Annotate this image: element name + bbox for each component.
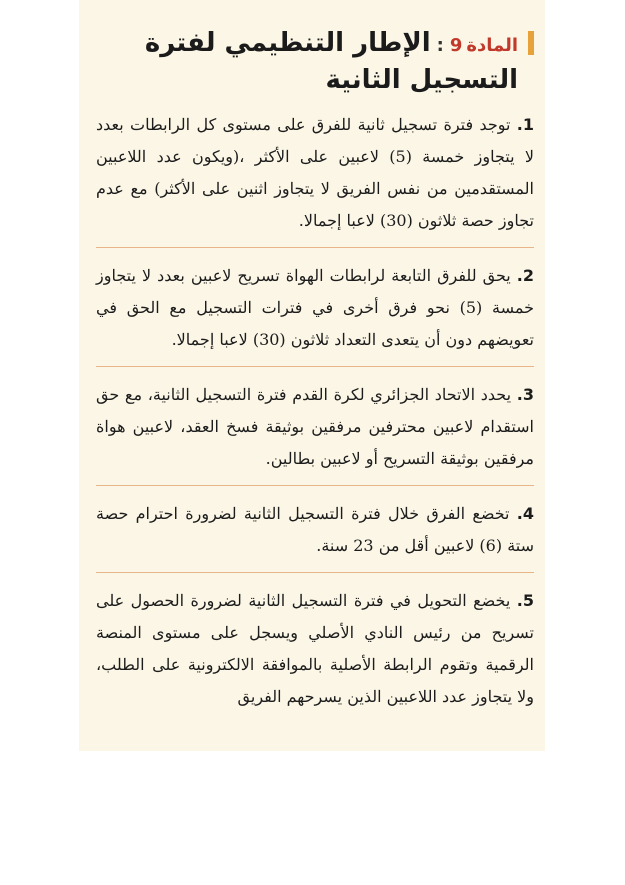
article-item (96, 498, 534, 573)
article-label: المادة (466, 35, 518, 56)
item-text: تخضع الفرق خلال فترة التسجيل الثانية لضرورة احترام حصة ستة (6) لاعبين أقل من 23 سنة. (96, 504, 534, 555)
article-item (96, 379, 534, 486)
item-text: توجد فترة تسجيل ثانية للفرق على مستوى كل الرابطات بعدد لا يتجاوز خمسة (5) لاعبين على الأكثر ،(ويكون عدد اللاعبين المستقدمين من نفس الفريق لا يتجاوز اثنين على الأكثر) مع عدم تجاوز حصة ثلاثون (30) لاعبا إجمالا. (96, 115, 535, 230)
item-text: يخضع التحويل في فترة التسجيل الثانية لضرورة الحصول على تسريح من رئيس النادي الأصلي ويسجل على مستوى المنصة الرقمية وتقوم الرابطة الأصلية بالموافقة الالكترونية على الطلب، ولا يتجاوز عدد اللاعبين الذين يسرحهم الفريق (96, 591, 534, 706)
article-number: 9 (449, 35, 463, 56)
article-item (96, 109, 534, 248)
article-item (96, 585, 534, 723)
article-title: الإطار التنظيمي لفترة التسجيل الثانية (144, 28, 518, 95)
accent-bar (528, 31, 534, 55)
item-number: 3. (516, 385, 534, 404)
item-number: 1. (516, 115, 534, 134)
article-item (96, 260, 534, 367)
article-heading (96, 26, 534, 97)
item-text: يحق للفرق التابعة لرابطات الهواة تسريح لاعبين بعدد لا يتجاوز خمسة (5) نحو فرق أخرى في فترات التسجيل مع الحق في تعويضهم دون أن يتعدى التعداد ثلاثون (30) لاعبا إجمالا. (96, 266, 534, 349)
article-separator: : (436, 35, 444, 56)
item-number: 2. (516, 266, 534, 285)
item-number: 5. (516, 591, 534, 610)
item-number: 4. (516, 504, 534, 523)
item-text: يحدد الاتحاد الجزائري لكرة القدم فترة التسجيل الثانية، مع حق استقدام لاعبين محترفين مرفقين بوثيقة فسخ العقد، لاعبين هواة مرفقين بوثيقة التسريح أو لاعبين بطالين. (96, 385, 534, 468)
article-content (96, 26, 534, 723)
